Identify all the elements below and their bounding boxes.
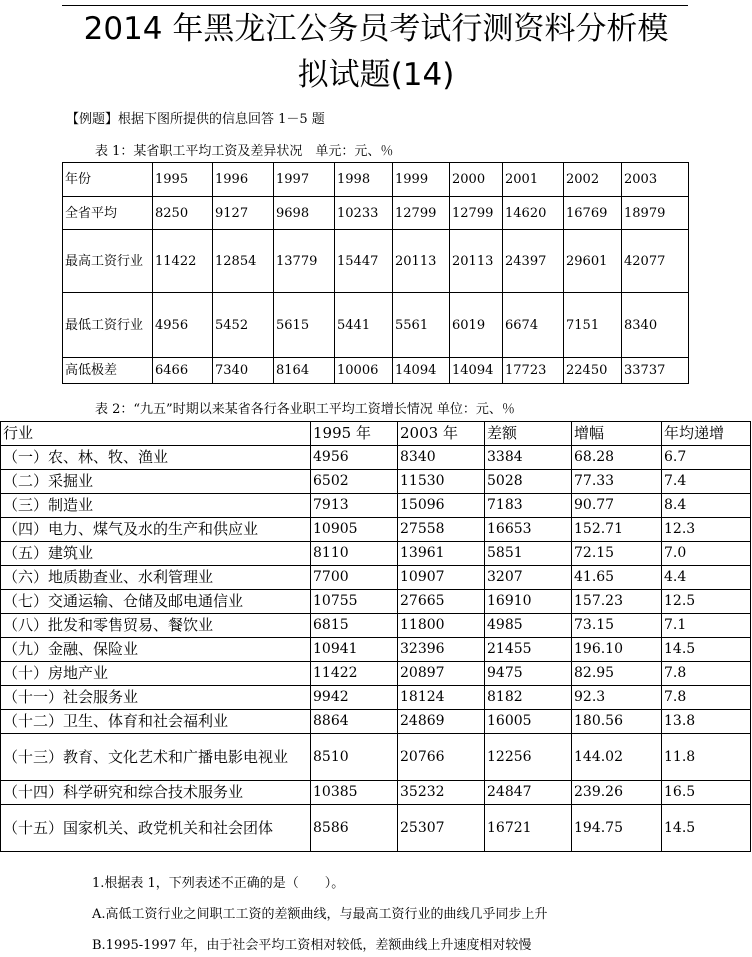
table-cell: 24397: [503, 230, 564, 293]
table-cell: 11530: [398, 470, 485, 494]
question-1: 1.根据表 1，下列表述不正确的是（ ）。: [92, 876, 345, 891]
table-cell: 24847: [485, 781, 572, 805]
table-cell: 8182: [485, 686, 572, 710]
table-cell: 10941: [311, 638, 398, 662]
table-cell: 3207: [485, 566, 572, 590]
table-cell: 18979: [622, 197, 689, 230]
industry-cell: （三）制造业: [1, 494, 311, 518]
table-row: [1, 446, 751, 470]
table-cell: 10006: [335, 358, 393, 384]
table-cell: 90.77: [572, 494, 662, 518]
table-cell: 12799: [450, 197, 503, 230]
table-cell: 7183: [485, 494, 572, 518]
table-cell: 6.7: [662, 446, 751, 470]
table2-industry-wage-growth: [0, 421, 751, 852]
table-cell: 6815: [311, 614, 398, 638]
table-cell: 92.3: [572, 686, 662, 710]
table-cell: 21455: [485, 638, 572, 662]
table-cell: 6502: [311, 470, 398, 494]
table-cell: 5851: [485, 542, 572, 566]
table-cell: 9698: [274, 197, 335, 230]
table-cell: 196.10: [572, 638, 662, 662]
table-cell: 2003: [622, 163, 689, 197]
table-row: [1, 518, 751, 542]
table-cell: 157.23: [572, 590, 662, 614]
table-cell: 14.5: [662, 638, 751, 662]
industry-cell: （六）地质勘查业、水利管理业: [1, 566, 311, 590]
option-b: B.1995-1997 年，由于社会平均工资相对较低，差额曲线上升速度相对较慢: [92, 938, 532, 953]
table-row: [1, 494, 751, 518]
table-cell: 16910: [485, 590, 572, 614]
industry-cell: （十四）科学研究和综合技术服务业: [1, 781, 311, 805]
table-cell: 14620: [503, 197, 564, 230]
table1-salary-differences: [62, 162, 689, 384]
industry-cell: （七）交通运输、仓储及邮电通信业: [1, 590, 311, 614]
table-row: [1, 805, 751, 852]
table-cell: 27665: [398, 590, 485, 614]
table-cell: 14.5: [662, 805, 751, 852]
table-cell: 12256: [485, 734, 572, 781]
industry-cell: （一）农、林、牧、渔业: [1, 446, 311, 470]
table-cell: 2002: [564, 163, 622, 197]
header-rule: [62, 5, 688, 6]
page-title-line-1: 2014 年黑龙江公务员考试行测资料分析模: [83, 11, 669, 47]
table-cell: 180.56: [572, 710, 662, 734]
table-cell: 68.28: [572, 446, 662, 470]
table-cell: 1999: [393, 163, 450, 197]
table-cell: 17723: [503, 358, 564, 384]
table-row: [1, 566, 751, 590]
table-cell: 16653: [485, 518, 572, 542]
table-cell: 5561: [393, 293, 450, 358]
table-row: [1, 662, 751, 686]
table-row: [1, 686, 751, 710]
industry-cell: （十三）教育、文化艺术和广播电影电视业: [1, 734, 311, 781]
table-cell: 9942: [311, 686, 398, 710]
table-cell: 73.15: [572, 614, 662, 638]
table-cell: 4956: [311, 446, 398, 470]
table-cell: 35232: [398, 781, 485, 805]
table-cell: 3384: [485, 446, 572, 470]
industry-cell: （十五）国家机关、政党机关和社会团体: [1, 805, 311, 852]
table-row: [63, 163, 689, 197]
table-row: [1, 542, 751, 566]
industry-cell: （十）房地产业: [1, 662, 311, 686]
example-intro: 【例题】根据下图所提供的信息回答 1－5 题: [66, 112, 325, 127]
table-cell: 5452: [213, 293, 274, 358]
table-cell: 32396: [398, 638, 485, 662]
industry-cell: （四）电力、煤气及水的生产和供应业: [1, 518, 311, 542]
table-cell: 全省平均: [63, 197, 153, 230]
table-cell: 8586: [311, 805, 398, 852]
industry-cell: （二）采掘业: [1, 470, 311, 494]
table-cell: 10385: [311, 781, 398, 805]
table-cell: 12.5: [662, 590, 751, 614]
table-cell: 5615: [274, 293, 335, 358]
table-cell: 27558: [398, 518, 485, 542]
option-a: A.高低工资行业之间职工工资的差额曲线，与最高工资行业的曲线几乎同步上升: [92, 907, 548, 922]
table-cell: 9127: [213, 197, 274, 230]
column-header: 差额: [485, 422, 572, 446]
table-cell: 高低极差: [63, 358, 153, 384]
table-cell: 10755: [311, 590, 398, 614]
table-cell: 8510: [311, 734, 398, 781]
column-header: 行业: [1, 422, 311, 446]
table-row: [1, 734, 751, 781]
table-cell: 11.8: [662, 734, 751, 781]
table-row: [1, 614, 751, 638]
table-cell: 11422: [153, 230, 213, 293]
table-cell: 4956: [153, 293, 213, 358]
table-cell: 7913: [311, 494, 398, 518]
table-cell: 最高工资行业: [63, 230, 153, 293]
table-cell: 7151: [564, 293, 622, 358]
industry-cell: （五）建筑业: [1, 542, 311, 566]
table-cell: 15096: [398, 494, 485, 518]
table-cell: 1995: [153, 163, 213, 197]
table-cell: 144.02: [572, 734, 662, 781]
table-cell: 10905: [311, 518, 398, 542]
table-cell: 41.65: [572, 566, 662, 590]
table-row: [1, 710, 751, 734]
table-cell: 年份: [63, 163, 153, 197]
table-cell: 4985: [485, 614, 572, 638]
table-cell: 8110: [311, 542, 398, 566]
table-cell: 8864: [311, 710, 398, 734]
table-cell: 7.1: [662, 614, 751, 638]
column-header: 2003 年: [398, 422, 485, 446]
table-cell: 10907: [398, 566, 485, 590]
table-cell: 29601: [564, 230, 622, 293]
table-row: [63, 358, 689, 384]
table-row: [1, 590, 751, 614]
industry-cell: （十二）卫生、体育和社会福利业: [1, 710, 311, 734]
table-cell: 1998: [335, 163, 393, 197]
table-cell: 15447: [335, 230, 393, 293]
table-cell: 239.26: [572, 781, 662, 805]
table-cell: 6674: [503, 293, 564, 358]
table-cell: 7700: [311, 566, 398, 590]
column-header: 1995 年: [311, 422, 398, 446]
table-cell: 最低工资行业: [63, 293, 153, 358]
table-cell: 16769: [564, 197, 622, 230]
table-cell: 82.95: [572, 662, 662, 686]
industry-cell: （八）批发和零售贸易、餐饮业: [1, 614, 311, 638]
table-row: [1, 470, 751, 494]
table-cell: 4.4: [662, 566, 751, 590]
table-cell: 77.33: [572, 470, 662, 494]
page-title-line-2: 拟试题(14): [297, 57, 455, 93]
table-row: [63, 230, 689, 293]
table-cell: 16.5: [662, 781, 751, 805]
industry-cell: （十一）社会服务业: [1, 686, 311, 710]
table-header-row: [1, 422, 751, 446]
table-cell: 72.15: [572, 542, 662, 566]
column-header: 年均递增: [662, 422, 751, 446]
table-cell: 5028: [485, 470, 572, 494]
table-row: [63, 197, 689, 230]
table-cell: 16005: [485, 710, 572, 734]
table-cell: 14094: [450, 358, 503, 384]
column-header: 增幅: [572, 422, 662, 446]
table-cell: 13961: [398, 542, 485, 566]
table-cell: 14094: [393, 358, 450, 384]
table2-caption: 表 2：“九五”时期以来某省各行各业职工平均工资增长情况 单位：元、％: [95, 402, 515, 417]
table-cell: 6019: [450, 293, 503, 358]
table-cell: 9475: [485, 662, 572, 686]
table-cell: 16721: [485, 805, 572, 852]
table-cell: 2000: [450, 163, 503, 197]
table-cell: 11422: [311, 662, 398, 686]
table-cell: 12854: [213, 230, 274, 293]
table-cell: 7.4: [662, 470, 751, 494]
table-cell: 194.75: [572, 805, 662, 852]
table-cell: 8340: [622, 293, 689, 358]
table-cell: 25307: [398, 805, 485, 852]
table-cell: 20113: [450, 230, 503, 293]
table1-caption: 表 1：某省职工平均工资及差异状况 单元：元、％: [95, 144, 394, 159]
table-cell: 7.0: [662, 542, 751, 566]
table-cell: 20766: [398, 734, 485, 781]
table-cell: 6466: [153, 358, 213, 384]
table-cell: 8164: [274, 358, 335, 384]
table-cell: 20897: [398, 662, 485, 686]
table-cell: 20113: [393, 230, 450, 293]
table-cell: 42077: [622, 230, 689, 293]
table-cell: 7340: [213, 358, 274, 384]
table-cell: 7.8: [662, 686, 751, 710]
table-cell: 13.8: [662, 710, 751, 734]
table-cell: 10233: [335, 197, 393, 230]
table-row: [1, 638, 751, 662]
table-cell: 18124: [398, 686, 485, 710]
table-row: [63, 293, 689, 358]
table-row: [1, 781, 751, 805]
table-cell: 7.8: [662, 662, 751, 686]
industry-cell: （九）金融、保险业: [1, 638, 311, 662]
table-cell: 13779: [274, 230, 335, 293]
table-cell: 5441: [335, 293, 393, 358]
table-cell: 33737: [622, 358, 689, 384]
table-cell: 152.71: [572, 518, 662, 542]
table-cell: 12.3: [662, 518, 751, 542]
table-cell: 8340: [398, 446, 485, 470]
table-cell: 12799: [393, 197, 450, 230]
table-cell: 22450: [564, 358, 622, 384]
table-cell: 2001: [503, 163, 564, 197]
table-cell: 8.4: [662, 494, 751, 518]
table-cell: 11800: [398, 614, 485, 638]
table-cell: 8250: [153, 197, 213, 230]
table-cell: 1996: [213, 163, 274, 197]
table-cell: 24869: [398, 710, 485, 734]
table-cell: 1997: [274, 163, 335, 197]
